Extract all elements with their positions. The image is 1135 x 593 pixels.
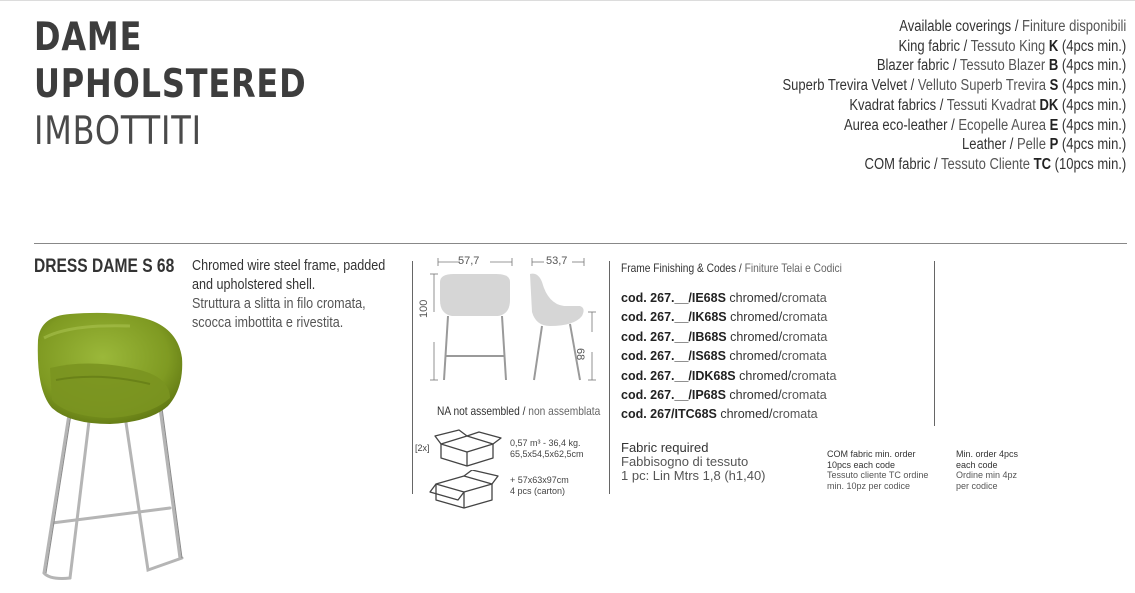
covering-item: King fabric / Tessuto King K (4pcs min.) <box>898 37 1126 55</box>
covering-it: Tessuto Blazer <box>959 57 1045 75</box>
com-order-en2: 10pcs each code <box>827 459 896 470</box>
frame-code-row: cod. 267.__/IE68S chromed/cromata <box>621 291 827 305</box>
covering-item: Superb Trevira Velvet / Velluto Superb Trevira S (4pcs min.) <box>782 77 1126 95</box>
covering-code: E <box>1049 116 1058 134</box>
com-order-en1: COM fabric min. order <box>827 449 916 459</box>
coverings-header-it: Finiture disponibili <box>1021 18 1126 35</box>
frame-code: cod. 267.__/IB68S <box>621 329 727 344</box>
covering-code: DK <box>1039 96 1058 114</box>
page-title <box>34 14 366 155</box>
covering-item: COM fabric / Tessuto Cliente TC (10pcs min.) <box>864 155 1126 173</box>
title-line-2: UPHOLSTERED <box>34 62 307 107</box>
frame-finish-it: cromata <box>781 349 827 364</box>
frame-finish-it: cromata <box>781 388 827 403</box>
covering-min: (4pcs min.) <box>1061 96 1126 114</box>
desc-en-line: and upholstered shell. <box>192 276 316 293</box>
covering-code: TC <box>1033 155 1051 173</box>
frame-code: cod. 267/ITC68S <box>621 407 717 422</box>
covering-en: King fabric <box>898 37 960 55</box>
com-order-it2: min. 10pz per codice <box>827 480 911 491</box>
frame-code: cod. 267.__/IP68S <box>621 388 726 403</box>
dim-height: 100 <box>418 299 430 318</box>
covering-item: Blazer fabric / Tessuto Blazer B (4pcs min.) <box>876 57 1126 75</box>
frame-code-row: cod. 267.__/IB68S chromed/cromata <box>621 329 828 344</box>
title-line-1: DAME <box>34 15 143 60</box>
min-order-en2: each code <box>956 459 998 470</box>
separator-left <box>412 261 413 494</box>
covering-en: Superb Trevira Velvet <box>782 77 907 95</box>
desc-en-line: Chromed wire steel frame, padded <box>192 257 386 274</box>
covering-min: (4pcs min.) <box>1061 116 1126 134</box>
fabric-value: 1 pc: Lin Mtrs 1,8 (h1,40) <box>621 468 766 483</box>
pack-qty: [2x] <box>415 443 430 453</box>
com-order-it1: Tessuto cliente TC ordine <box>827 470 929 480</box>
box-icon <box>433 428 503 468</box>
min-order-en1: Min. order 4pcs <box>956 449 1019 459</box>
desc-it-line: scocca imbottita e rivestita. <box>192 314 344 331</box>
covering-item: Kvadrat fabrics / Tessuti Kvadrat DK (4pcs min.) <box>849 96 1126 114</box>
covering-min: (4pcs min.) <box>1061 57 1126 75</box>
frame-finish-en: chromed <box>739 368 788 383</box>
carton-icon <box>428 470 500 510</box>
covering-it: Ecopelle Aurea <box>958 116 1046 134</box>
frame-code: cod. 267.__/IE68S <box>621 291 726 305</box>
frame-finish-en: chromed <box>720 407 769 422</box>
assembly-it: non assemblata <box>528 404 601 418</box>
frame-finish-en: chromed <box>729 349 779 364</box>
title-line-3: IMBOTTITI <box>34 109 202 154</box>
covering-it: Velluto Superb Trevira <box>917 77 1046 95</box>
frame-finish-en: chromed <box>729 291 779 305</box>
covering-item: Leather / Pelle P (4pcs min.) <box>961 136 1126 154</box>
frame-finish-it: cromata <box>791 368 837 383</box>
frame-finish-en: chromed <box>729 388 779 403</box>
frame-codes-list <box>621 289 836 425</box>
dimension-drawings <box>414 252 609 387</box>
frame-code-row: cod. 267.__/IDK68S chromed/cromata <box>621 368 837 383</box>
separator-mid <box>609 261 610 494</box>
section-divider <box>34 243 1127 244</box>
covering-code: S <box>1049 77 1058 95</box>
frame-title-it: Finiture Telai e Codici <box>744 261 842 275</box>
covering-it: Tessuto King <box>970 37 1045 55</box>
separator-right <box>934 261 935 426</box>
min-order-note <box>956 449 1018 491</box>
min-order-it2: per codice <box>956 480 998 491</box>
pack-1-text <box>510 438 584 460</box>
dim-side-width: 53,7 <box>546 255 568 267</box>
frame-finish-it: cromata <box>781 291 827 305</box>
dim-seat-height: 68 <box>574 348 586 361</box>
covering-it: Tessuto Cliente <box>940 155 1030 173</box>
product-description <box>192 256 452 332</box>
chair-photo <box>30 308 200 583</box>
pack-1-line2: 65,5x54,5x62,5cm <box>510 449 584 459</box>
covering-min: (4pcs min.) <box>1061 77 1126 95</box>
frame-code-row: cod. 267.__/IK68S chromed/cromata <box>621 310 828 325</box>
covering-code: P <box>1049 136 1058 154</box>
covering-min: (10pcs min.) <box>1054 155 1126 173</box>
covering-it: Pelle <box>1016 136 1046 154</box>
frame-code-row: cod. 267/ITC68S chromed/cromata <box>621 407 818 422</box>
covering-en: Blazer fabric <box>876 57 949 75</box>
assembly-en: NA not assembled <box>437 404 520 418</box>
com-order-note <box>827 449 928 491</box>
covering-en: COM fabric <box>864 155 931 173</box>
top-border <box>0 0 1135 1</box>
frame-finish-en: chromed <box>730 310 779 325</box>
frame-finishing-title: Frame Finishing & Codes / Finiture Telai e Codici <box>621 261 842 275</box>
frame-code-row: cod. 267.__/IP68S chromed/cromata <box>621 388 827 403</box>
frame-code-row: cod. 267.__/IS68S chromed/cromata <box>621 349 827 364</box>
coverings-header-en: Available coverings <box>898 18 1011 35</box>
frame-finish-it: cromata <box>782 310 828 325</box>
dim-front-width: 57,7 <box>458 255 480 267</box>
covering-it: Tessuti Kvadrat <box>946 96 1036 114</box>
fabric-required <box>621 441 766 483</box>
covering-code: B <box>1048 57 1058 75</box>
fabric-title-en: Fabric required <box>621 440 709 455</box>
frame-title-en: Frame Finishing & Codes <box>621 261 737 275</box>
frame-code: cod. 267.__/IDK68S <box>621 368 736 383</box>
pack-1-line1: 0,57 m³ - 36,4 kg. <box>510 438 581 448</box>
frame-finish-it: cromata <box>772 407 818 422</box>
assembly-note: NA not assembled / non assemblata <box>437 404 601 418</box>
covering-en: Kvadrat fabrics <box>849 96 936 114</box>
min-order-it1: Ordine min 4pz <box>956 470 1018 480</box>
frame-code: cod. 267.__/IK68S <box>621 310 727 325</box>
frame-finish-it: cromata <box>782 329 828 344</box>
frame-finish-en: chromed <box>730 329 779 344</box>
covering-en: Leather <box>961 136 1006 154</box>
product-name: DRESS DAME S 68 <box>34 256 175 277</box>
available-coverings <box>717 17 1126 175</box>
covering-item: Aurea eco-leather / Ecopelle Aurea E (4pcs min.) <box>843 116 1126 134</box>
pack-2-line1: + 57x63x97cm <box>510 475 569 485</box>
pack-2-text <box>510 475 569 497</box>
covering-code: K <box>1048 37 1058 55</box>
frame-code: cod. 267.__/IS68S <box>621 349 726 364</box>
pack-2-line2: 4 pcs (carton) <box>510 486 566 496</box>
coverings-header: Available coverings / Finiture disponibili <box>898 18 1126 35</box>
covering-min: (4pcs min.) <box>1061 136 1126 154</box>
covering-min: (4pcs min.) <box>1061 37 1126 55</box>
desc-it-line: Struttura a slitta in filo cromata, <box>192 295 366 312</box>
covering-en: Aurea eco-leather <box>843 116 948 134</box>
coverings-list <box>717 37 1126 175</box>
fabric-title-it: Fabbisogno di tessuto <box>621 454 749 469</box>
